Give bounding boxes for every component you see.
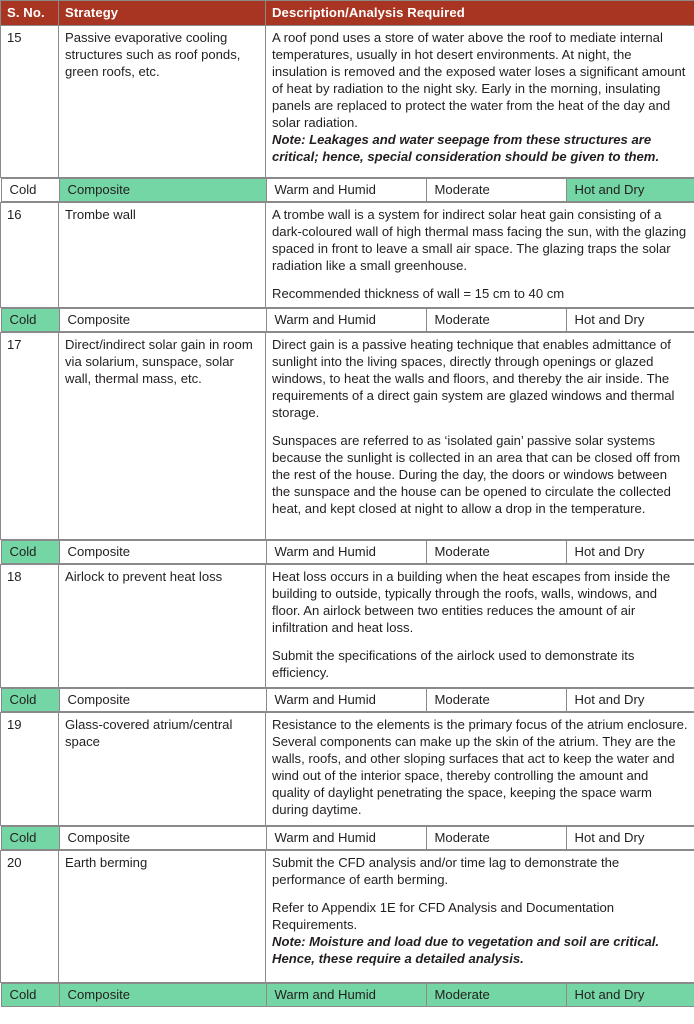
climate-zone-cell-moderate: Moderate: [426, 309, 566, 332]
column-header-strategy: Strategy: [59, 1, 266, 26]
climate-zone-cell-cold: Cold: [1, 541, 59, 564]
climate-zone-cell-cold: Cold: [1, 984, 59, 1007]
cell-serial-number: 20: [1, 851, 59, 983]
description-paragraph: Recommended thickness of wall = 15 cm to 40 cm: [272, 286, 565, 302]
climate-zone-cell-warm-and-humid: Warm and Humid: [266, 179, 426, 202]
cell-strategy: [59, 203, 266, 308]
climate-zone-cell-moderate: Moderate: [426, 689, 566, 712]
climate-zone-cell-warm-and-humid: Warm and Humid: [266, 689, 426, 712]
climate-zone-cell-hot-and-dry: Hot and Dry: [566, 179, 694, 202]
climate-strip-container: [1, 688, 694, 713]
cell-serial-number: 16: [1, 203, 59, 308]
table-row: [1, 26, 694, 178]
climate-zone-cell-moderate: Moderate: [426, 179, 566, 202]
climate-strip-row: [1, 178, 694, 203]
cell-strategy: [59, 333, 266, 540]
climate-zone-cell-composite: Composite: [59, 689, 266, 712]
cell-description: [266, 851, 694, 983]
table-row: [1, 203, 694, 308]
cell-serial-number: 18: [1, 565, 59, 688]
cell-description: [266, 713, 694, 826]
table-row: [1, 713, 694, 826]
climate-zone-cell-cold: Cold: [1, 689, 59, 712]
climate-zone-row: [1, 179, 694, 202]
cell-description: [266, 26, 694, 178]
climate-zone-cell-moderate: Moderate: [426, 541, 566, 564]
climate-strip-row: [1, 826, 694, 851]
climate-strip-container: [1, 826, 694, 851]
table-row: [1, 333, 694, 540]
cell-strategy: [59, 565, 266, 688]
description-paragraph: Submit the CFD analysis and/or time lag to demonstrate the performance of earth berming.: [272, 855, 620, 888]
column-header-sno: S. No.: [1, 1, 59, 26]
description-paragraph: A roof pond uses a store of water above the roof to mediate internal temperatures, usually in hot desert environments. At night, the insulation is removed and the exposed water loses a significant amount of heat by radiation to the night sky. Early in the morning, insulating panels are replaced to protect the water from the heat of the day and solar radiation.: [272, 30, 686, 131]
climate-zone-cell-warm-and-humid: Warm and Humid: [266, 984, 426, 1007]
climate-zone-cell-hot-and-dry: Hot and Dry: [566, 541, 694, 564]
climate-strip-container: [1, 540, 694, 565]
climate-zone-cell-warm-and-humid: Warm and Humid: [266, 309, 426, 332]
cell-strategy: [59, 713, 266, 826]
cell-description: [266, 203, 694, 308]
climate-zone-cell-warm-and-humid: Warm and Humid: [266, 541, 426, 564]
column-header-description: Description/Analysis Required: [266, 1, 694, 26]
description-paragraph: Direct gain is a passive heating technique that enables admittance of sunlight into the living spaces, directly through openings or glazed windows, to heat the walls and floors, and thereby the air inside. The requirements of a direct gain system are glazed windows and thermal storage.: [272, 337, 675, 421]
description-note: Note: Moisture and load due to vegetation and soil are critical. Hence, these require a detailed analysis.: [272, 934, 660, 967]
description-paragraph: Submit the specifications of the airlock used to demonstrate its efficiency.: [272, 648, 635, 681]
climate-zone-table: [1, 826, 694, 850]
climate-zone-row: [1, 827, 694, 850]
climate-zone-table: [1, 983, 694, 1007]
climate-zone-cell-composite: Composite: [59, 984, 266, 1007]
cell-serial-number: 15: [1, 26, 59, 178]
cell-description: [266, 565, 694, 688]
climate-zone-cell-composite: Composite: [59, 309, 266, 332]
strategy-text: Earth berming: [65, 855, 148, 871]
cell-strategy: [59, 26, 266, 178]
climate-strip-row: [1, 540, 694, 565]
strategy-text: Trombe wall: [65, 207, 136, 223]
climate-zone-table: [1, 178, 694, 202]
climate-zone-row: [1, 309, 694, 332]
strategy-text: Passive evaporative cooling structures such as roof ponds, green roofs, etc.: [65, 30, 241, 80]
climate-zone-table: [1, 308, 694, 332]
table-body: [1, 26, 694, 1008]
climate-zone-cell-composite: Composite: [59, 541, 266, 564]
strategy-text: Glass-covered atrium/central space: [65, 717, 233, 750]
climate-zone-cell-warm-and-humid: Warm and Humid: [266, 827, 426, 850]
climate-strip-row: [1, 308, 694, 333]
climate-zone-cell-moderate: Moderate: [426, 984, 566, 1007]
climate-strip-container: [1, 983, 694, 1008]
climate-zone-row: [1, 689, 694, 712]
cell-serial-number: 17: [1, 333, 59, 540]
climate-strip-container: [1, 178, 694, 203]
climate-zone-cell-hot-and-dry: Hot and Dry: [566, 689, 694, 712]
description-paragraph: Refer to Appendix 1E for CFD Analysis and Documentation Requirements.: [272, 900, 615, 933]
description-paragraph: Heat loss occurs in a building when the heat escapes from inside the building to outside, typically through the roofs, walls, windows, and floor. An airlock between two entities reduces the amount of air infiltration and heat loss.: [272, 569, 671, 636]
climate-zone-cell-hot-and-dry: Hot and Dry: [566, 827, 694, 850]
climate-zone-cell-hot-and-dry: Hot and Dry: [566, 984, 694, 1007]
climate-zone-table: [1, 688, 694, 712]
climate-strip-container: [1, 308, 694, 333]
climate-zone-table: [1, 540, 694, 564]
climate-zone-cell-composite: Composite: [59, 179, 266, 202]
description-paragraph: A trombe wall is a system for indirect solar heat gain consisting of a dark-coloured wall of high thermal mass facing the sun, with the glazing spaced in front to leave a small air space. The glazing traps the solar radiation like a small greenhouse.: [272, 207, 687, 274]
climate-zone-row: [1, 541, 694, 564]
table-row: [1, 565, 694, 688]
description-paragraph: Resistance to the elements is the primary focus of the atrium enclosure. Several components can make up the skin of the atrium. They are the walls, roofs, and other sloping surfaces that act to keep the water and wind out of the interior space, thereby controlling the amount and quality of daylight penetrating the space, keeping the space warm during daytime.: [272, 717, 688, 818]
climate-zone-cell-hot-and-dry: Hot and Dry: [566, 309, 694, 332]
climate-strip-row: [1, 983, 694, 1008]
description-paragraph: Sunspaces are referred to as ‘isolated gain’ passive solar systems because the sunlight is collected in an area that can be closed off from the rest of the house. During the day, the doors or windows between the sunspace and the house can be opened to circulate the collected heat, and kept closed at night to allow a drop in the temperature.: [272, 433, 681, 517]
climate-zone-cell-moderate: Moderate: [426, 827, 566, 850]
table-row: [1, 851, 694, 983]
climate-zone-cell-cold: Cold: [1, 309, 59, 332]
table-header-row: [1, 1, 694, 26]
cell-serial-number: 19: [1, 713, 59, 826]
climate-strip-row: [1, 688, 694, 713]
cell-description: [266, 333, 694, 540]
strategy-text: Airlock to prevent heat loss: [65, 569, 223, 585]
climate-zone-cell-cold: Cold: [1, 827, 59, 850]
description-note: Note: Leakages and water seepage from these structures are critical; hence, special consideration should be given to them.: [272, 132, 660, 165]
climate-zone-cell-composite: Composite: [59, 827, 266, 850]
table-header: [1, 1, 694, 26]
cell-strategy: [59, 851, 266, 983]
climate-zone-row: [1, 984, 694, 1007]
climate-zone-cell-cold: Cold: [1, 179, 59, 202]
strategy-text: Direct/indirect solar gain in room via solarium, sunspace, solar wall, thermal mass, etc.: [65, 337, 253, 387]
